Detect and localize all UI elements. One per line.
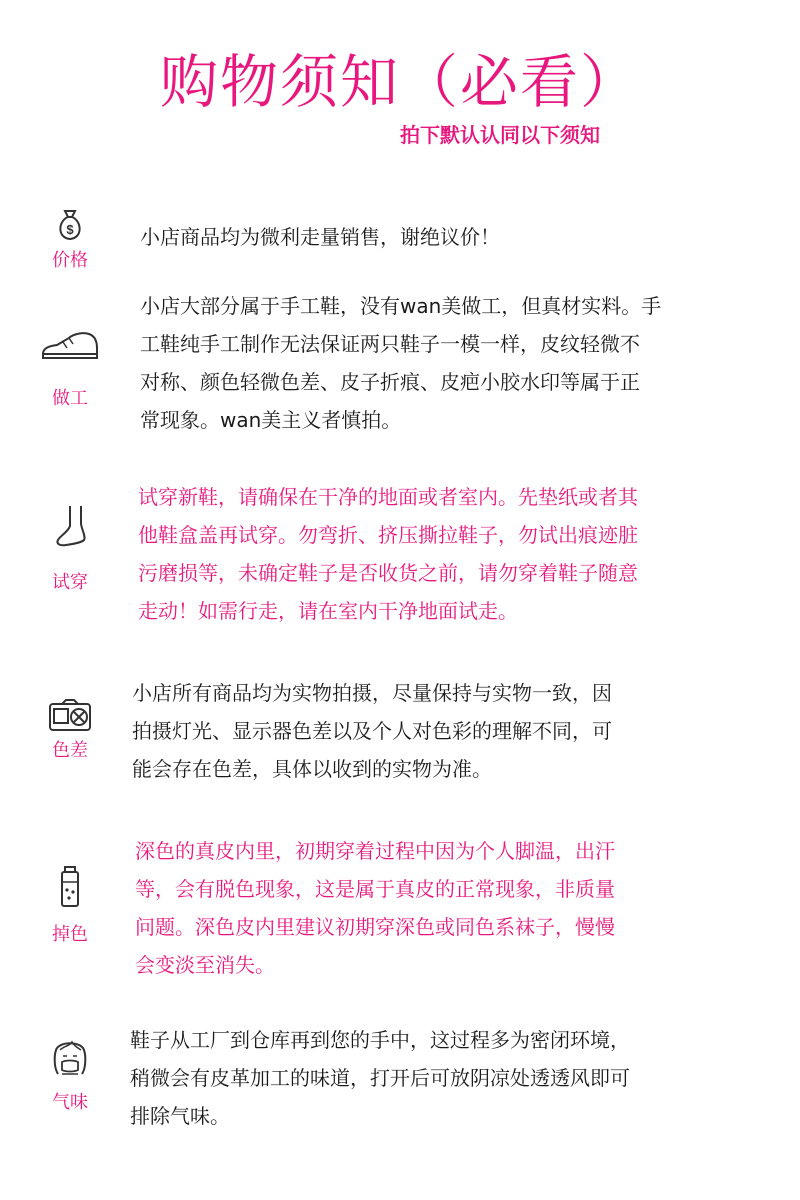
section-fading-text: 深色的真皮内里，初期穿着过程中因为个人脚温，出汗 等，会有脱色现象，这是属于真皮的正常现象，非质量 问题。深色皮内里建议初期穿深色或同色系袜子，慢慢 会变淡至消失。 — [135, 839, 615, 977]
section-smell-text: 鞋子从工厂到仓库再到您的手中，这过程多为密闭环境， 稍微会有皮革加工的味道，打开后可放阴凉处透透风即可 排除气味。 — [130, 1028, 630, 1128]
page-subtitle: 拍下默认认同以下须知 — [400, 123, 600, 147]
section-price-label: 价格 — [52, 250, 88, 271]
section-try-on-label: 试穿 — [52, 572, 88, 593]
section-fading-label: 掉色 — [52, 924, 88, 945]
page-title: 购物须知（必看） — [159, 48, 640, 116]
camera-icon — [48, 698, 92, 732]
section-color-difference-text: 小店所有商品均为实物拍摄，尽量保持与实物一致，因 拍摄灯光、显示器色差以及个人对色彩的理解不同，可 能会存在色差，具体以收到的实物为准。 — [132, 681, 612, 781]
foot-icon — [50, 504, 90, 548]
money-bag-icon — [53, 208, 87, 242]
bottle-icon — [59, 866, 81, 908]
section-color-difference-label: 色差 — [52, 740, 88, 761]
section-price-text: 小店商品均为微利走量销售，谢绝议价！ — [140, 225, 500, 249]
section-workmanship-label: 做工 — [52, 388, 88, 409]
shoe-icon — [39, 326, 101, 364]
face-mask-icon — [50, 1036, 90, 1080]
section-try-on-text: 试穿新鞋，请确保在干净的地面或者室内。先垫纸或者其 他鞋盒盖再试穿。勿弯折、挤压撕拉鞋子，勿试出痕迹脏 污磨损等，未确定鞋子是否收货之前，请勿穿着鞋子随意 走动！如需行走，请在室内干净地面试走。 — [138, 485, 638, 623]
section-smell-label: 气味 — [52, 1092, 88, 1113]
section-workmanship-text: 小店大部分属于手工鞋，没有wan美做工，但真材实料。手 工鞋纯手工制作无法保证两只鞋子一模一样，皮纹轻微不 对称、颜色轻微色差、皮子折痕、皮疤小胶水印等属于正 常现象。wan美主义者慎拍。 — [140, 294, 662, 432]
svg-text:$: $ — [66, 222, 74, 237]
